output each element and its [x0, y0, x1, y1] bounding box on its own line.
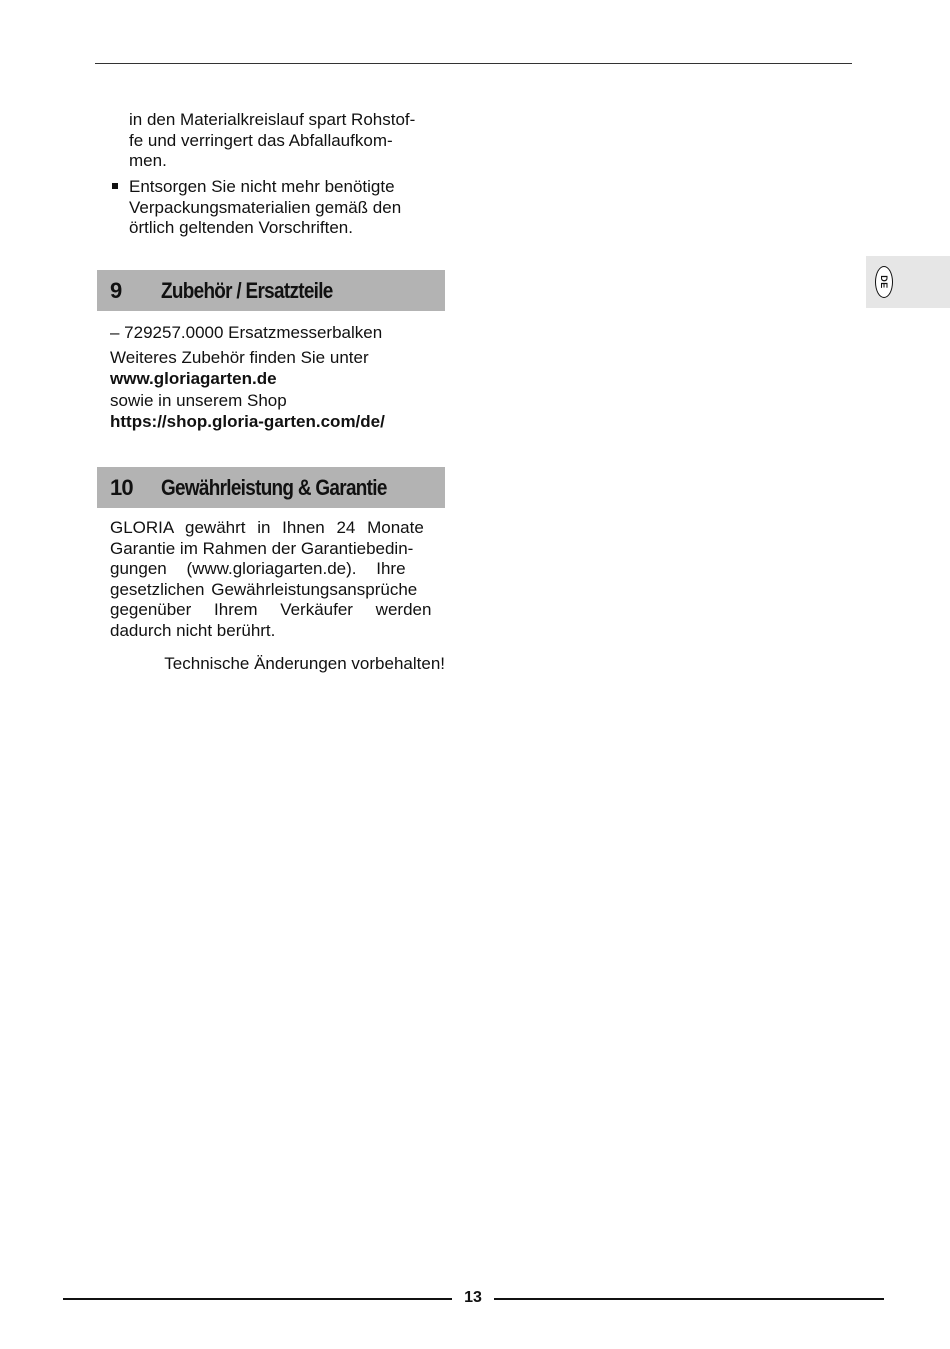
- footer-rule-right: [494, 1298, 884, 1300]
- text-line: men.: [129, 151, 167, 170]
- language-code: DE: [879, 275, 889, 289]
- language-badge: [875, 266, 893, 298]
- technical-changes-note: Technische Änderungen vorbehalten!: [164, 654, 445, 673]
- footer-rule-left: [63, 1298, 452, 1300]
- bullet-square-icon: [112, 183, 118, 189]
- website-link[interactable]: www.gloriagarten.de: [110, 369, 277, 388]
- text-line: gungen (www.gloriagarten.de). Ihre: [110, 559, 406, 578]
- text-line-content: GLORIA gewährt in Ihnen 24 Monate: [110, 518, 424, 537]
- more-accessories-text: Weiteres Zubehör finden Sie unter: [110, 347, 369, 367]
- section-title: Gewährleistung & Garantie: [161, 475, 387, 500]
- section-title: Zubehör / Ersatzteile: [161, 278, 333, 303]
- recycling-paragraph: [129, 110, 432, 172]
- text-line: gesetzlichen Gewährleistungsansprüche: [110, 579, 418, 599]
- section-number: 10: [110, 475, 133, 500]
- top-rule: [95, 63, 852, 64]
- section-9-heading: [97, 270, 445, 311]
- warranty-paragraph: [110, 518, 445, 641]
- text-line: [129, 131, 432, 152]
- disposal-bullet: [110, 177, 432, 239]
- text-line: [110, 518, 445, 539]
- shop-text: sowie in unserem Shop: [110, 390, 287, 410]
- text-line: örtlich geltenden Vorschriften.: [129, 218, 353, 237]
- text-line: Entsorgen Sie nicht mehr benötigte: [129, 177, 395, 196]
- text-line: gegenüber Ihrem Verkäufer werden: [110, 600, 432, 619]
- language-tab: [866, 256, 950, 308]
- page-number: 13: [464, 1289, 482, 1306]
- part-number-line: – 729257.0000 Ersatzmesserbalken: [110, 323, 383, 342]
- shop-link[interactable]: https://shop.gloria-garten.com/de/: [110, 412, 385, 431]
- text-line-full: fe und verringert das Abfallaufkom-: [129, 130, 393, 150]
- text-line: dadurch nicht berührt.: [110, 620, 276, 640]
- text-line: in den Materialkreislauf spart Rohstof-: [129, 110, 416, 129]
- section-number: 9: [110, 278, 122, 303]
- text-line: Garantie im Rahmen der Garantiebedin-: [110, 538, 414, 558]
- section-10-heading: [97, 467, 445, 508]
- bullet-text: [129, 177, 432, 239]
- text-line: Verpackungsmaterialien gemäß den: [129, 197, 402, 217]
- section-9-body: [110, 322, 445, 433]
